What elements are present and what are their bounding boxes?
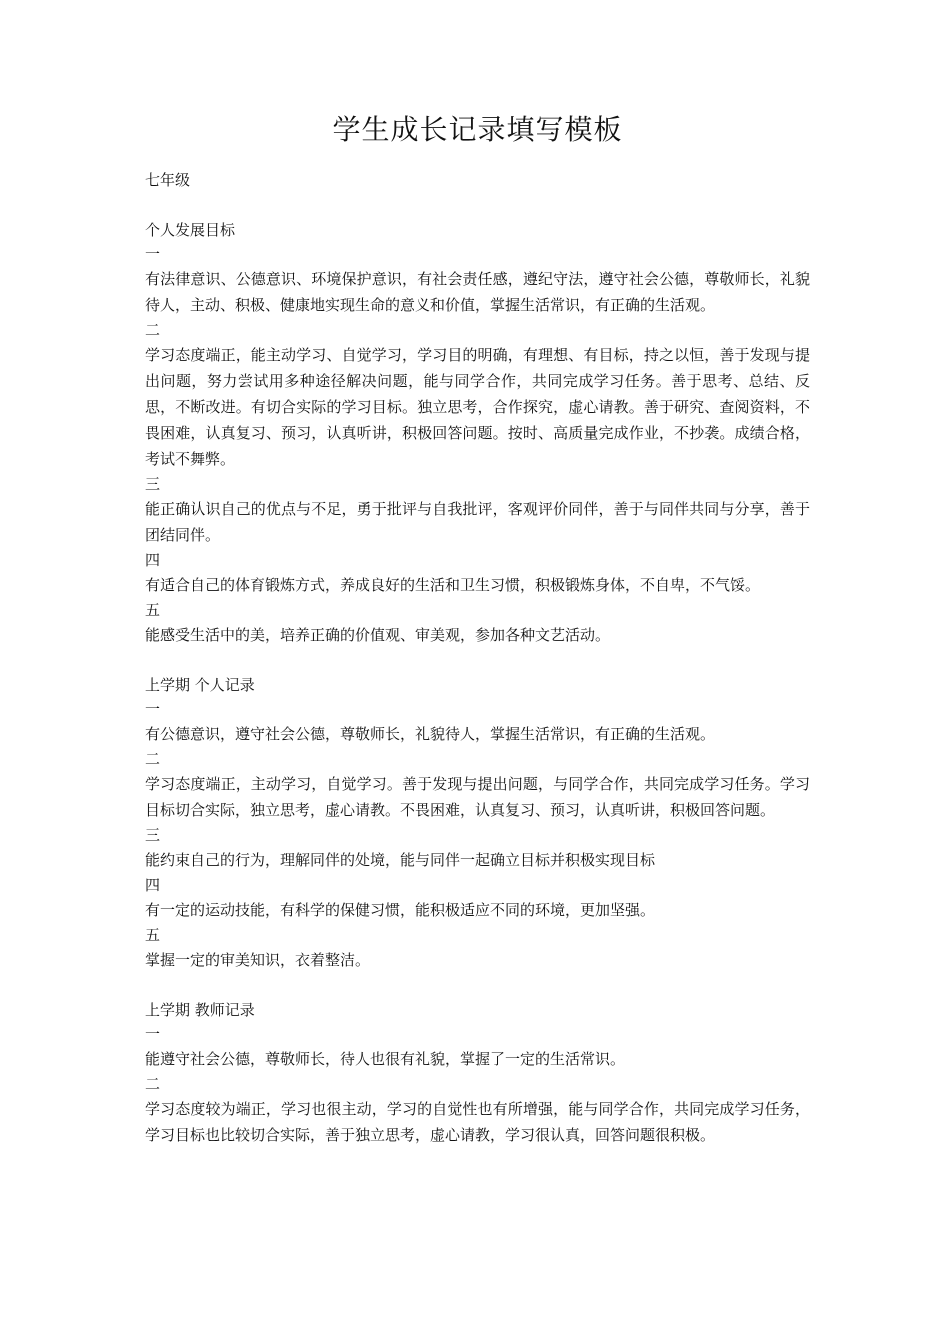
item-text: 能遵守社会公德，尊敬师长，待人也很有礼貌，掌握了一定的生活常识。 bbox=[145, 1050, 626, 1068]
item-number: 四 bbox=[145, 876, 161, 894]
document-page bbox=[145, 110, 810, 1173]
item-number: 一 bbox=[145, 1025, 161, 1043]
item-number: 一 bbox=[145, 245, 161, 263]
item-text: 有一定的运动技能，有科学的保健习惯，能积极适应不同的环境，更加坚强。 bbox=[145, 901, 656, 919]
item-number: 五 bbox=[145, 926, 161, 944]
item-text: 学习态度端正，主动学习，自觉学习。善于发现与提出问题，与同学合作，共同完成学习任务。学习目标切合实际，独立思考，虚心请教。不畏困难，认真复习、预习，认真听讲，积极回答问题。 bbox=[145, 775, 810, 819]
section-heading: 上学期 教师记录 bbox=[145, 1001, 255, 1019]
item-number: 五 bbox=[145, 601, 161, 619]
section-heading: 个人发展目标 bbox=[145, 221, 236, 239]
item-text: 有适合自己的体育锻炼方式，养成良好的生活和卫生习惯，积极锻炼身体，不自卑，不气馁。 bbox=[145, 576, 761, 594]
item-text: 掌握一定的审美知识，衣着整洁。 bbox=[145, 951, 371, 969]
grade-label: 七年级 bbox=[145, 171, 191, 189]
item-number: 三 bbox=[145, 475, 161, 493]
item-text: 有公德意识，遵守社会公德，尊敬师长，礼貌待人，掌握生活常识，有正确的生活观。 bbox=[145, 725, 716, 743]
section-heading: 上学期 个人记录 bbox=[145, 676, 255, 694]
section-first-term-personal-record bbox=[145, 673, 810, 973]
section-personal-goals bbox=[145, 218, 810, 648]
item-text: 能正确认识自己的优点与不足，勇于批评与自我批评，客观评价同伴，善于与同伴共同与分享，善于团结同伴。 bbox=[145, 500, 810, 544]
item-text: 学习态度端正，能主动学习、自觉学习，学习目的明确，有理想、有目标，持之以恒，善于发现与提出问题，努力尝试用多种途径解决问题，能与同学合作，共同完成学习任务。善于思考、总结、反思，不断改进。有切合实际的学习目标。独立思考，合作探究，虚心请教。善于研究、查阅资料，不畏困难，认真复习、预习，认真听讲，积极回答问题。按时、高质量完成作业，不抄袭。成绩合格，考试不舞弊。 bbox=[145, 346, 810, 468]
item-text: 能约束自己的行为，理解同伴的处境，能与同伴一起确立目标并积极实现目标 bbox=[145, 851, 656, 869]
item-text: 学习态度较为端正，学习也很主动，学习的自觉性也有所增强，能与同学合作，共同完成学习任务，学习目标也比较切合实际，善于独立思考，虚心请教，学习很认真，回答问题很积极。 bbox=[145, 1100, 810, 1144]
item-number: 四 bbox=[145, 551, 161, 569]
item-number: 二 bbox=[145, 750, 161, 768]
item-number: 一 bbox=[145, 700, 161, 718]
section-first-term-teacher-record bbox=[145, 998, 810, 1148]
document-title: 学生成长记录填写模板 bbox=[332, 113, 623, 146]
item-number: 二 bbox=[145, 1075, 161, 1093]
item-number: 二 bbox=[145, 321, 161, 339]
item-number: 三 bbox=[145, 826, 161, 844]
item-text: 能感受生活中的美，培养正确的价值观、审美观，参加各种文艺活动。 bbox=[145, 626, 611, 644]
item-text: 有法律意识、公德意识、环境保护意识，有社会责任感，遵纪守法，遵守社会公德，尊敬师长，礼貌待人，主动、积极、健康地实现生命的意义和价值，掌握生活常识，有正确的生活观。 bbox=[145, 270, 810, 314]
